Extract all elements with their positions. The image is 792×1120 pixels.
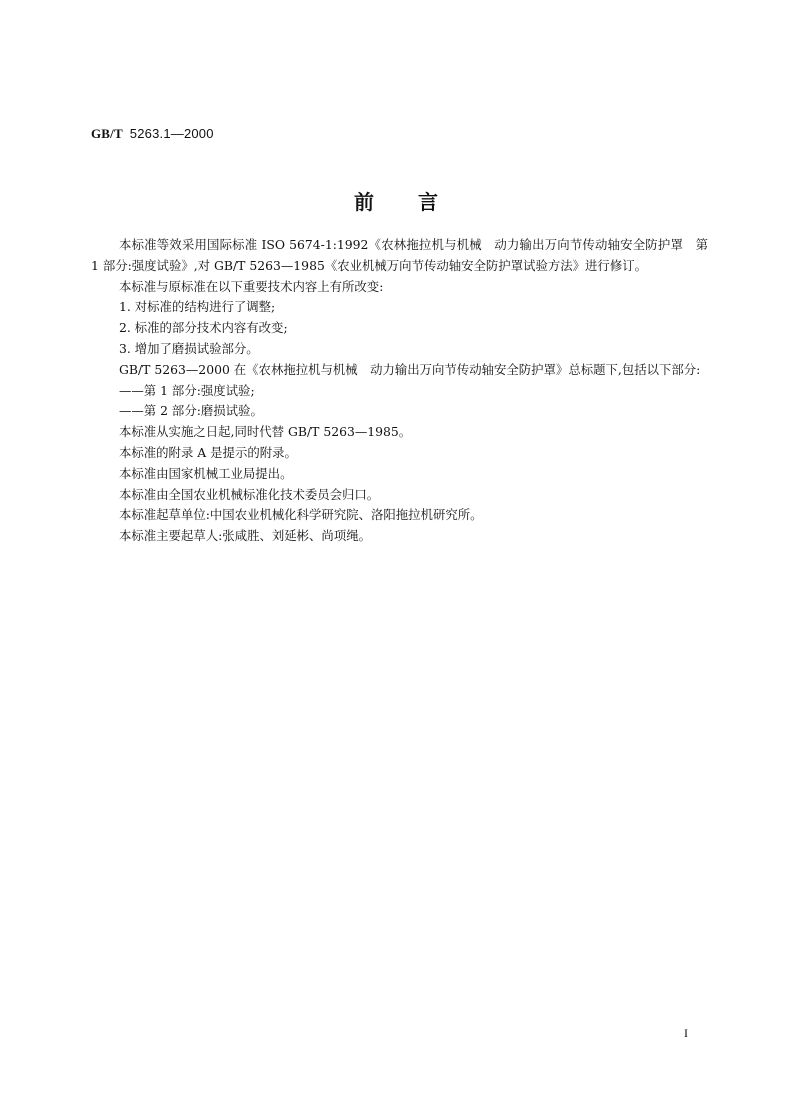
standard-code bbox=[91, 126, 214, 142]
list-item: ——第 1 部分:强度试验; bbox=[119, 382, 255, 398]
standard-prefix: GB/T bbox=[91, 126, 123, 141]
paragraph: 本标准等效采用国际标准 ISO 5674-1:1992《农林拖拉机与机械 动力输出万向节传动轴安全防护罩 第 1 部分:强度试验》,对 GB/T 5263—1985《农业机械万向节传动轴安全防护罩试验方法》进行修订。 bbox=[91, 237, 708, 273]
paragraph: 本标准的附录 A 是提示的附录。 bbox=[119, 444, 297, 460]
paragraph: 本标准由国家机械工业局提出。 bbox=[119, 465, 293, 481]
page-title: 前言 bbox=[354, 190, 482, 214]
preface-body bbox=[91, 235, 708, 547]
page-number: I bbox=[684, 1026, 688, 1040]
list-item: 2. 标准的部分技术内容有改变; bbox=[119, 320, 288, 336]
paragraph: 本标准由全国农业机械标准化技术委员会归口。 bbox=[119, 486, 380, 502]
paragraph: 本标准与原标准在以下重要技术内容上有所改变: bbox=[119, 278, 384, 294]
paragraph: GB/T 5263—2000 在《农林拖拉机与机械 动力输出万向节传动轴安全防护罩》总标题下,包括以下部分: bbox=[119, 361, 701, 377]
list-item: 1. 对标准的结构进行了调整; bbox=[119, 299, 276, 315]
list-item: ——第 2 部分:磨损试验。 bbox=[119, 403, 263, 419]
paragraph: 本标准起草单位:中国农业机械化科学研究院、洛阳拖拉机研究所。 bbox=[119, 507, 483, 523]
paragraph: 本标准从实施之日起,同时代替 GB/T 5263—1985。 bbox=[119, 424, 412, 440]
paragraph: 本标准主要起草人:张咸胜、刘延彬、尚项绳。 bbox=[119, 528, 371, 544]
standard-number: 5263.1—2000 bbox=[129, 126, 214, 141]
list-item: 3. 增加了磨损试验部分。 bbox=[119, 340, 259, 356]
